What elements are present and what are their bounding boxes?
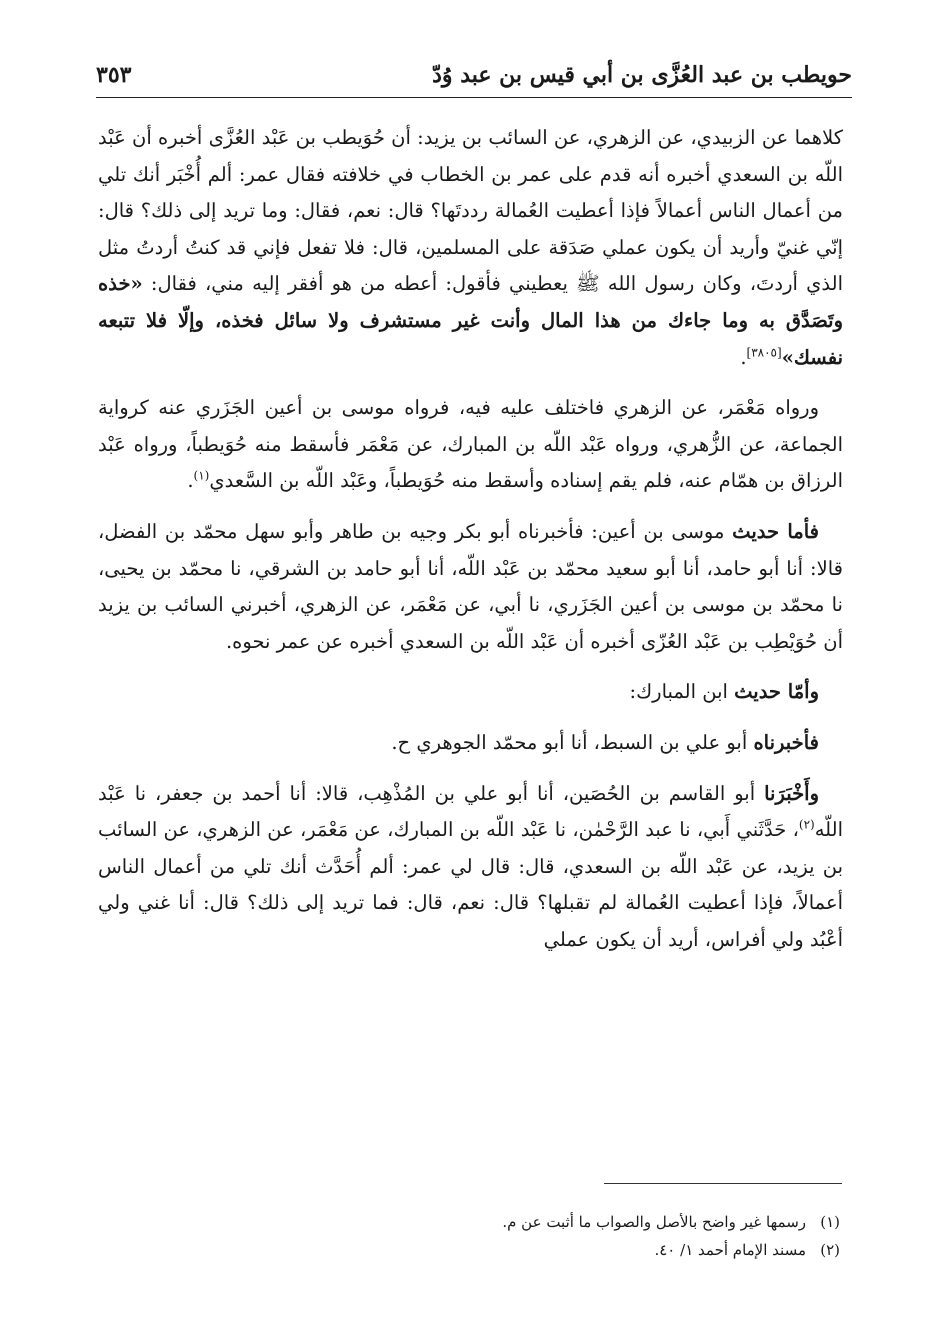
- footnote-separator: [604, 1183, 842, 1184]
- text-run: كلاهما عن الزبيدي، عن الزهري، عن السائب بن يزيد: أن حُوَيطب بن عَبْد العُزَّى أخبره أن عَبْد اللّه بن السعدي أخبره أنه قدم على عمر بن الخطاب في خلافته فقال عمر: ألم أُخْبَر أنك تلي من أعمال الناس أعمالاً فإذا أعطيت العُمالة رددتَها؟ قال: نعم، فقال: وما تريد إلى ذلك؟ قال: إنّي غنيّ وأريد أن يكون عملي صَدَقة على المسلمين، قال: فلا تفعل فإني قد كنتُ أردتُ مثل الذي أردتَ، وكان رسول الله ﷺ يعطيني فأقول: أعطه من هو أفقر إليه مني، فقال:: [98, 126, 843, 296]
- footnote-ref: (٢): [798, 817, 815, 832]
- footnote-text: مسند الإمام أحمد ١/ ٤٠.: [654, 1241, 806, 1259]
- footnote-text: رسمها غير واضح بالأصل والصواب ما أثبت عن م.: [502, 1213, 806, 1231]
- page-number: ٣٥٣: [96, 62, 132, 88]
- text-run: أبو علي بن السبط، أنا أبو محمّد الجوهري ح.: [391, 730, 754, 754]
- footnotes: [300, 1208, 840, 1264]
- text-run: ورواه مَعْمَر، عن الزهري فاختلف عليه فيه، فرواه موسى بن أعين الجَزَري عنه كرواية الجماعة، عن الزُّهري، ورواه عَبْد اللّه بن المبارك، عن مَعْمَر فأسقط منه حُوَيطباً، ورواه عَبْد الرزاق بن همّام عنه، فلم يقم إسناده وأسقط منه حُوَيطباً، وعَبْد اللّه بن السَّعدي: [98, 396, 843, 493]
- text-run: أبو القاسم بن الحُصَين، أنا أبو علي بن المُذْهِب، قالا: أنا أحمد بن جعفر، نا عَبْد اللّه: [98, 781, 843, 842]
- main-text: [98, 120, 843, 972]
- text-run: موسى بن أعين: فأخبرناه أبو بكر وجيه بن طاهر وأبو سهل محمّد بن الفضل، قالا: أنا أبو حامد، أنا أبو سعيد محمّد بن عَبْد اللّه، أنا أبو حامد بن الشرقي، نا محمّد بن يحيى، نا محمّد بن موسى بن أعين الجَزَري، نا أبي، عن مَعْمَر، عن الزهري، أخبرني السائب بن يزيد أن حُوَيْطِب بن عَبْد العُزّى أخبره أن عَبْد اللّه بن السعدي أخبره عن عمر نحوه.: [98, 519, 843, 653]
- text-run: .: [740, 345, 747, 369]
- footnote: [300, 1208, 840, 1236]
- paragraph: [98, 725, 843, 762]
- footnote-ref: (١): [193, 468, 210, 483]
- page-header: [96, 55, 852, 101]
- paragraph: [98, 390, 843, 500]
- paragraph: [98, 120, 843, 376]
- footnote-ref: [٣٨٠٥]: [746, 345, 782, 360]
- paragraph: [98, 776, 843, 959]
- paragraph: [98, 514, 843, 660]
- bold-text: وأمّا حديث: [734, 680, 819, 704]
- header-rule: [96, 97, 852, 98]
- running-title: حويطب بن عبد العُزَّى بن أبي قيس بن عبد وُدّ: [432, 62, 852, 88]
- text-run: ابن المبارك:: [629, 680, 735, 704]
- bold-text: فأخبرناه: [753, 730, 819, 754]
- footnote-number: (١): [820, 1213, 840, 1231]
- footnote-number: (٢): [820, 1241, 840, 1259]
- bold-text: «خذه وتَصَدَّق به وما جاءك من هذا المال وأنت غير مستشرف ولا سائل فخذه، وإلّا فلا تتبعه نفسك»: [98, 272, 843, 369]
- bold-text: وأَخْبَرَنا: [764, 781, 819, 805]
- footnote: [300, 1236, 840, 1264]
- text-run: .: [187, 469, 194, 493]
- paragraph: [98, 674, 843, 711]
- text-run: ، حَدَّثَني أَبي، نا عبد الرَّحْمٰن، نا عَبْد اللّه بن المبارك، عن مَعْمَر، عن الزهري، عن السائب بن يزيد، عن عَبْد اللّه بن السعدي، قال: قال لي عمر: ألم أُحَدَّث أنك تلي من أعمال الناس أعمالاً، فإذا أعطيت العُمالة لم تقبلها؟ قال: نعم، قال: فما تريد إلى ذلك؟ قال: أنا غني ولي أعْبُد ولي أفراس، أريد أن يكون عملي: [98, 818, 843, 951]
- bold-text: فأما حديث: [732, 519, 819, 543]
